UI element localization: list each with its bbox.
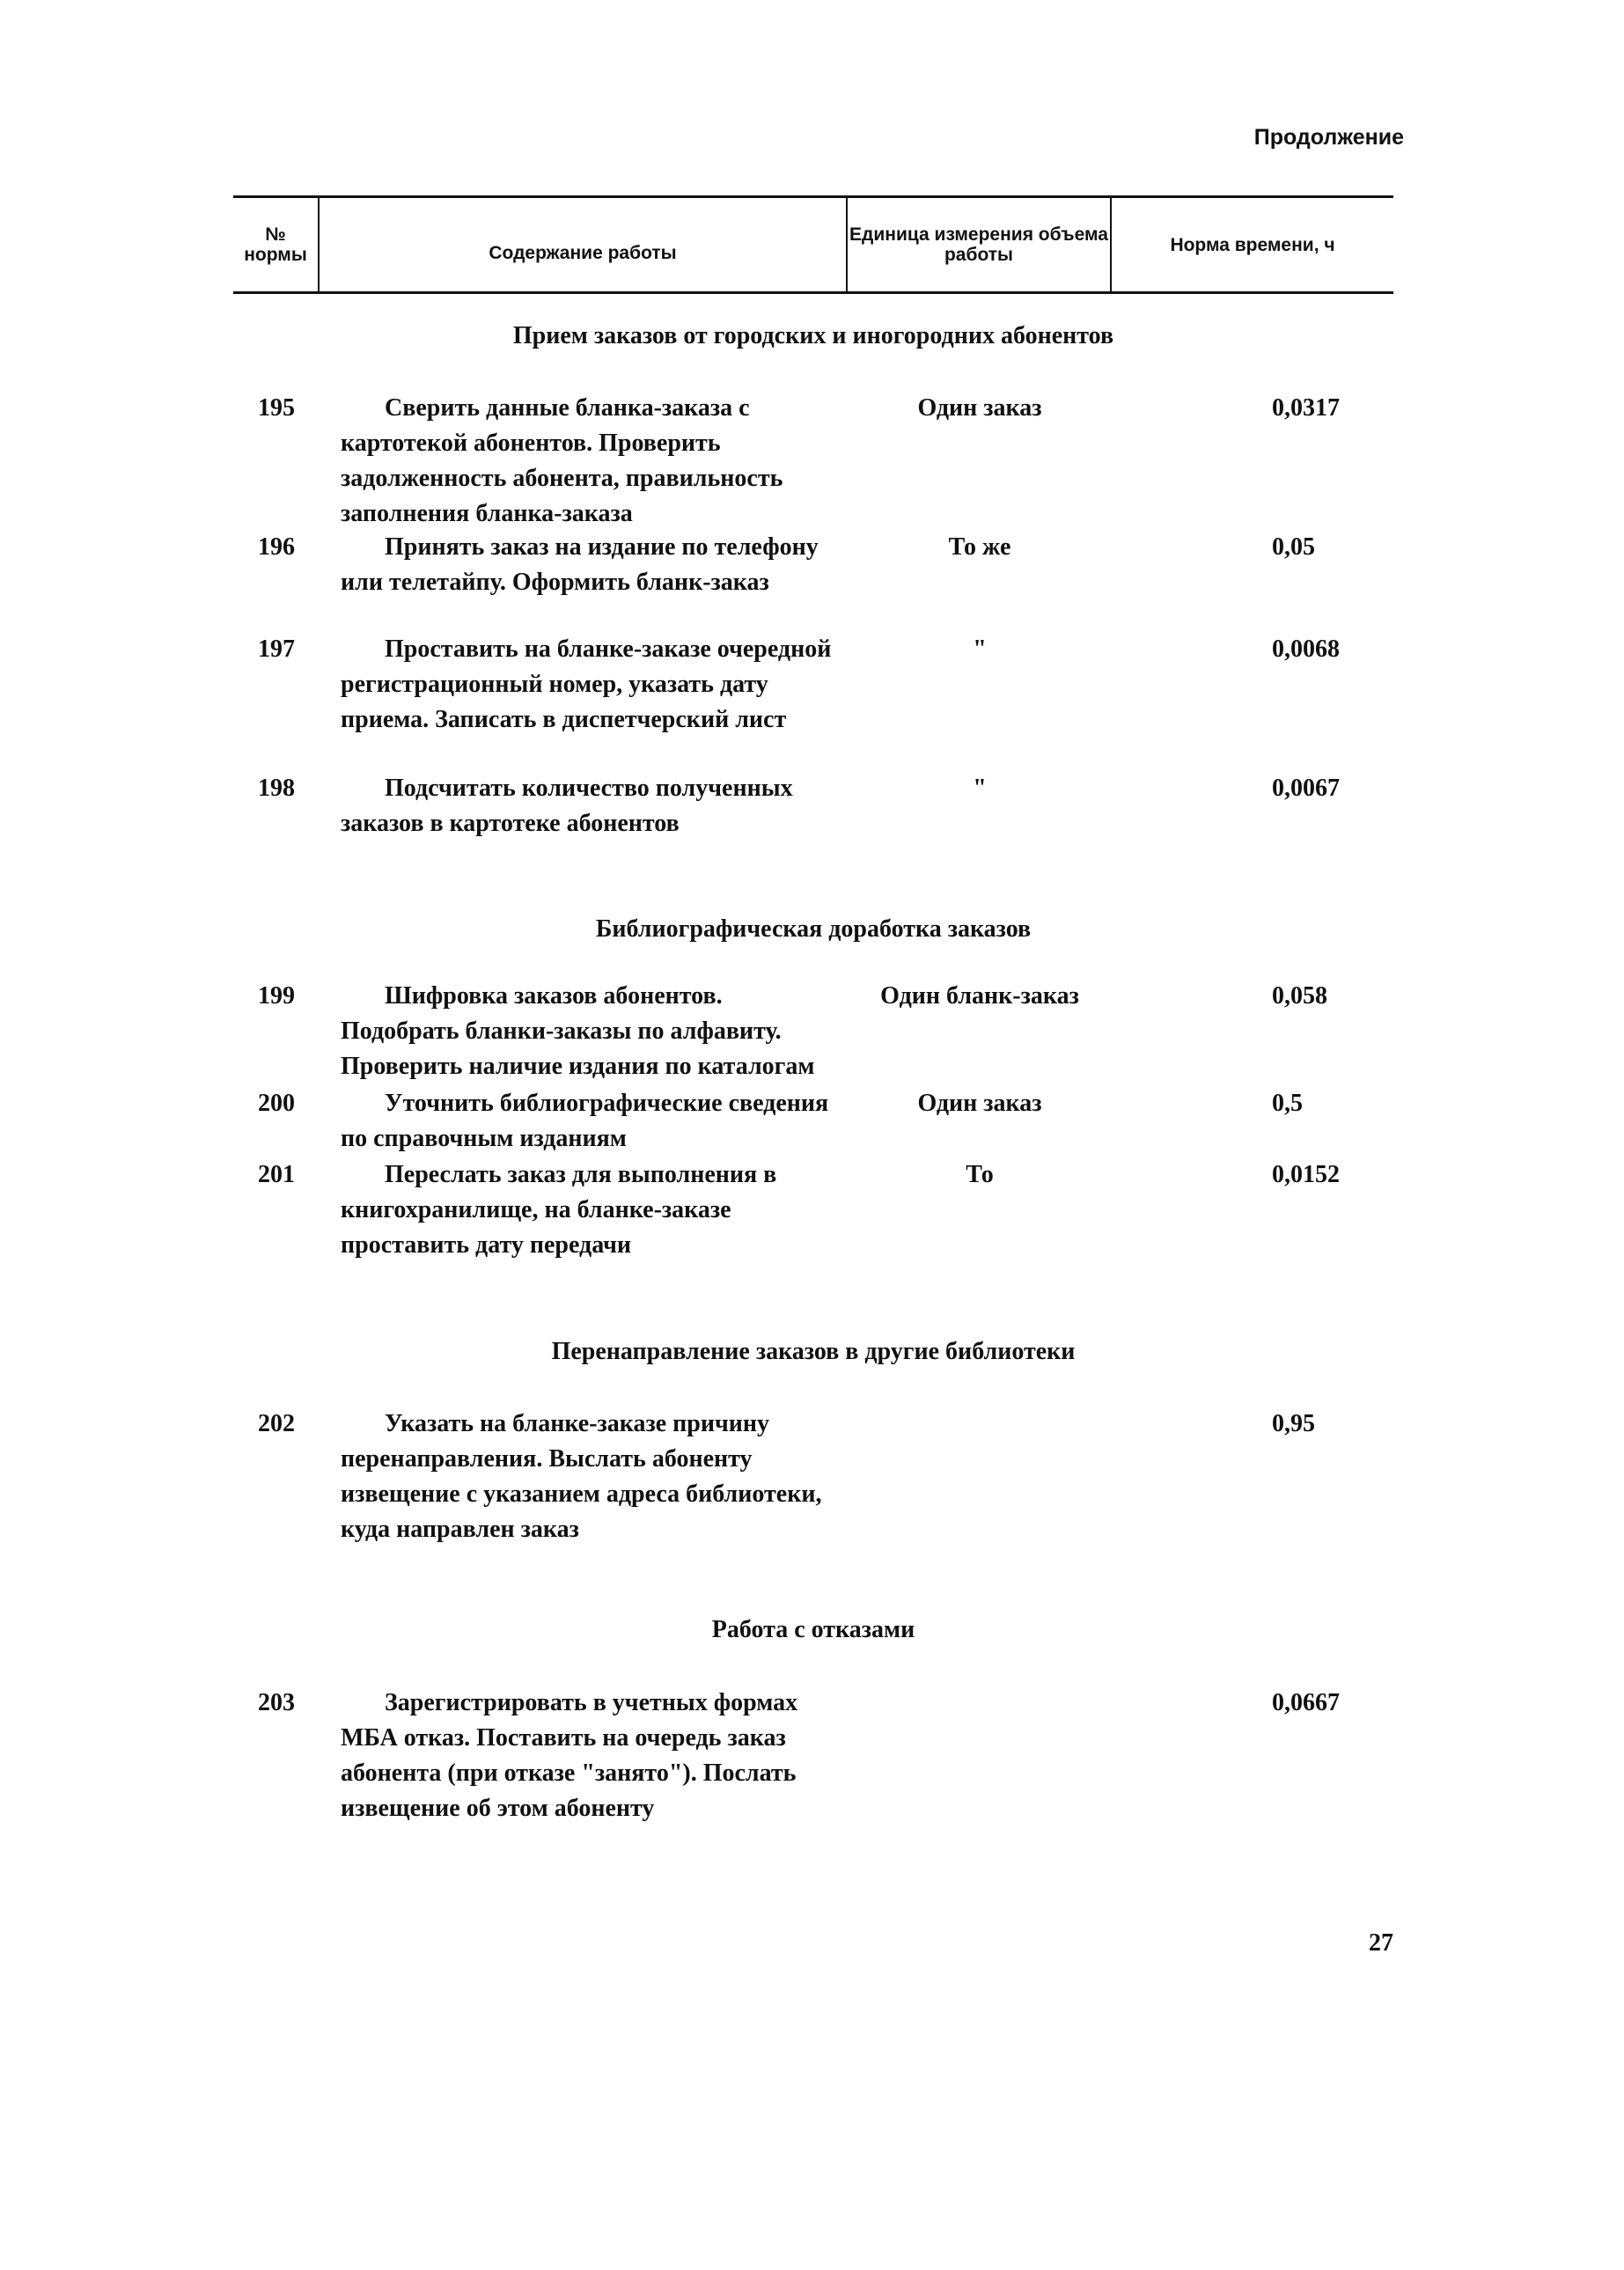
row-unit: То <box>966 1161 994 1188</box>
row-content: Указать на бланке-заказе причину перенаправления. Выслать абоненту извещение с указанием адреса библиотеки, куда направлен заказ <box>341 1410 822 1543</box>
row-number: 203 <box>258 1689 295 1716</box>
row-norm: 0,05 <box>1272 533 1315 561</box>
row-norm: 0,0317 <box>1272 394 1340 422</box>
header-norm: Норма времени, ч <box>1170 234 1335 255</box>
row-unit: Один бланк-заказ <box>880 982 1079 1010</box>
section-title: Библиографическая доработка заказов <box>595 915 1032 943</box>
table-header <box>233 195 1393 294</box>
row-number: 198 <box>258 775 295 802</box>
row-number: 196 <box>258 533 295 561</box>
row-norm: 0,0152 <box>1272 1161 1340 1188</box>
section-title: Работа с отказами <box>711 1616 915 1643</box>
row-norm: 0,0067 <box>1272 775 1340 802</box>
row-norm: 0,0068 <box>1272 635 1340 663</box>
section-title: Прием заказов от городских и иногородних абонентов <box>512 322 1114 349</box>
header-unit: Единица измерения объема работы <box>848 198 1112 291</box>
row-content: Шифровка заказов абонентов. Подобрать бланки-заказы по алфавиту. Проверить наличие издания по каталогам <box>341 982 815 1080</box>
section-title: Перенаправление заказов в другие библиотеки <box>551 1338 1076 1365</box>
row-content: Уточнить библиографические сведения по справочным изданиям <box>341 1090 829 1152</box>
row-content: Принять заказ на издание по телефону или телетайпу. Оформить бланк-заказ <box>341 533 819 596</box>
row-unit: " <box>973 775 987 802</box>
row-content: Подсчитать количество полученных заказов в картотеке абонентов <box>341 775 793 837</box>
header-number: № нормы <box>233 198 320 291</box>
row-number: 202 <box>258 1410 295 1437</box>
row-number: 200 <box>258 1090 295 1117</box>
row-content: Зарегистрировать в учетных формах МБА отказ. Поставить на очередь заказ абонента (при отказе "занято"). Послать извещение об этом абоненту <box>341 1689 798 1822</box>
header-content: Содержание работы <box>320 198 848 291</box>
row-number: 197 <box>258 635 295 663</box>
row-norm: 0,95 <box>1272 1410 1315 1437</box>
row-content: Сверить данные бланка-заказа с картотекой абонентов. Проверить задолженность абонента, правильность заполнения бланка-заказа <box>341 394 783 527</box>
row-content: Проставить на бланке-заказе очередной регистрационный номер, указать дату приема. Записать в диспетчерский лист <box>341 635 832 733</box>
row-unit: Один заказ <box>917 1090 1042 1117</box>
row-number: 199 <box>258 982 295 1010</box>
row-number: 195 <box>258 394 295 422</box>
row-norm: 0,058 <box>1272 982 1327 1010</box>
row-content: Переслать заказ для выполнения в книгохранилище, на бланке-заказе проставить дату передачи <box>341 1161 777 1259</box>
row-unit: То же <box>948 533 1011 561</box>
page-number: 27 <box>1369 1929 1393 1957</box>
continuation-label: Продолжение <box>1253 125 1404 150</box>
row-norm: 0,0667 <box>1272 1689 1340 1716</box>
row-unit: " <box>973 635 987 663</box>
row-norm: 0,5 <box>1272 1090 1303 1117</box>
row-unit: Один заказ <box>917 394 1042 422</box>
row-number: 201 <box>258 1161 295 1188</box>
